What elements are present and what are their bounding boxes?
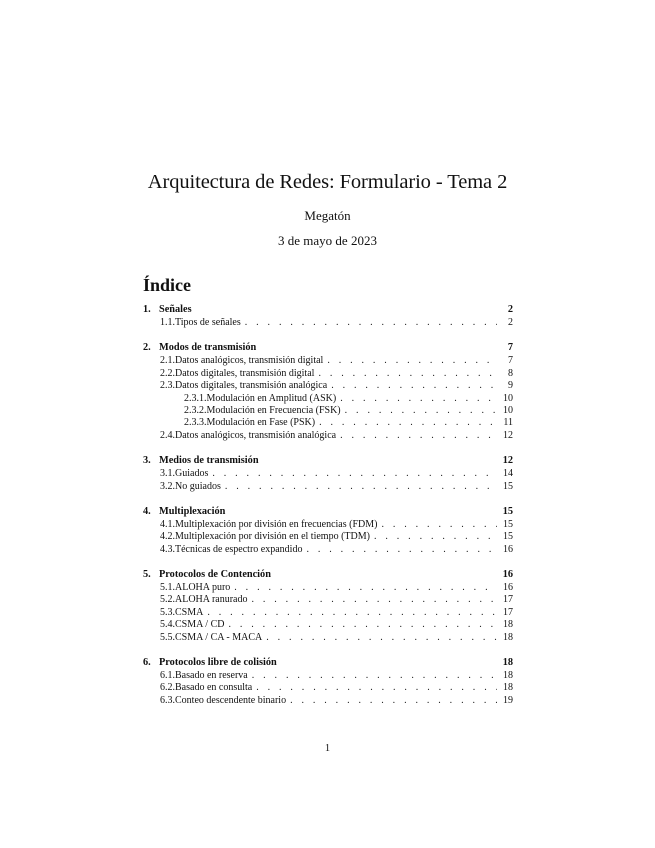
toc-entry-number: 1.1.	[160, 317, 175, 328]
toc-entry-page: 10	[503, 392, 513, 404]
toc-entry-page: 2	[507, 304, 513, 315]
toc-subsection-entry[interactable]	[143, 670, 513, 682]
toc-entry-label: Basado en reserva	[175, 670, 248, 682]
toc-entry-page: 7	[507, 342, 513, 354]
toc-subsection-entry[interactable]	[143, 405, 513, 417]
toc-dot-leader	[381, 519, 497, 531]
page-number: 1	[324, 743, 331, 754]
toc-section-entry[interactable]	[143, 303, 513, 317]
toc-entry-page: 15	[502, 505, 513, 517]
toc-subsection-entry[interactable]	[143, 607, 513, 619]
toc-entry-page: 12	[503, 429, 513, 441]
toc-subsection-entry[interactable]	[143, 468, 513, 480]
toc-entry-number: 5.2.	[160, 594, 175, 606]
toc-entry-label: Conteo descendente binario	[175, 694, 287, 706]
toc-section	[143, 341, 513, 442]
toc-section	[143, 656, 513, 707]
toc-subsection-entry[interactable]	[143, 682, 513, 694]
toc-entry-number: 2.3.3.	[184, 417, 207, 429]
toc-entry-page: 2	[508, 317, 513, 328]
toc-entry-number: 2.	[143, 342, 151, 354]
toc-entry-number: 5.3.	[160, 606, 175, 618]
toc-entry-label: Protocolos de Contención	[159, 569, 271, 581]
toc-section-entry[interactable]	[143, 505, 513, 519]
document-title: Arquitectura de Redes: Formulario - Tema 2	[147, 171, 508, 193]
toc-section	[143, 505, 513, 556]
toc-entry-label: Multiplexación	[159, 505, 226, 517]
toc-entry-label: Datos analógicos, transmisión analógica	[175, 429, 337, 441]
toc-entry-page: 18	[502, 657, 513, 669]
toc-entry-page: 7	[508, 355, 513, 367]
toc-entry-page: 9	[508, 380, 513, 392]
toc-subsection-entry[interactable]	[143, 632, 513, 644]
toc-section-entry[interactable]	[143, 568, 513, 582]
toc-entry-page: 17	[503, 606, 513, 618]
toc-section-entry[interactable]	[143, 341, 513, 355]
toc-entry-number: 2.1.	[160, 355, 175, 367]
toc-entry-label: Modulación en Frecuencia (FSK)	[206, 404, 341, 416]
toc-entry-number: 5.	[143, 569, 151, 581]
toc-entry-page: 18	[503, 670, 513, 682]
toc-entry-number: 5.1.	[160, 582, 175, 594]
toc-entry-number: 6.	[143, 657, 151, 669]
toc-dot-leader	[251, 594, 497, 606]
toc-subsection-entry[interactable]	[143, 519, 513, 531]
toc-section	[143, 303, 513, 329]
toc-entry-label: Multiplexación por división en frecuencias (FDM)	[175, 518, 378, 530]
toc-entry-number: 2.3.	[160, 380, 175, 392]
toc-dot-leader	[207, 607, 497, 619]
toc-entry-number: 4.3.	[160, 543, 175, 555]
document-date: 3 de mayo de 2023	[278, 233, 377, 248]
toc-entry-number: 4.2.	[160, 531, 175, 543]
toc-section	[143, 568, 513, 644]
toc-entry-label: Modulación en Fase (PSK)	[206, 417, 316, 429]
toc-entry-number: 6.3.	[160, 694, 175, 706]
document-author: Megatón	[304, 208, 351, 223]
toc-entry-number: 4.1.	[160, 518, 175, 530]
toc-entry-page: 15	[503, 531, 513, 543]
toc-entry-number: 6.2.	[160, 682, 175, 694]
toc-entry-page: 15	[503, 518, 513, 530]
toc-entry-label: Medios de transmisión	[159, 455, 259, 467]
toc-dot-leader	[290, 695, 497, 707]
toc-entry-number: 5.4.	[160, 619, 175, 631]
toc-entry-label: Guiados	[175, 468, 209, 480]
toc-entry-page: 11	[503, 417, 513, 429]
toc-section-entry[interactable]	[143, 454, 513, 468]
toc-subsection-entry[interactable]	[143, 393, 513, 405]
toc-dot-leader	[245, 317, 497, 329]
toc-entry-number: 2.2.	[160, 367, 175, 379]
toc-subsection-entry[interactable]	[143, 582, 513, 594]
toc-entry-page: 19	[503, 694, 513, 706]
toc-subsection-entry[interactable]	[143, 619, 513, 631]
toc-dot-leader	[327, 355, 497, 367]
toc-heading: Índice	[143, 275, 192, 295]
toc-entry-label: CSMA / CD	[175, 619, 225, 631]
toc-entry-label: Datos analógicos, transmisión digital	[175, 355, 324, 367]
toc-dot-leader	[340, 430, 497, 442]
toc-entry-label: Señales	[159, 304, 192, 315]
toc-entry-number: 2.4.	[160, 429, 175, 441]
toc-entry-page: 18	[503, 619, 513, 631]
toc-dot-leader	[252, 670, 497, 682]
toc-subsection-entry[interactable]	[143, 417, 513, 429]
toc-subsection-entry[interactable]	[143, 380, 513, 392]
toc-entry-label: ALOHA puro	[175, 582, 231, 594]
toc-subsection-entry[interactable]	[143, 481, 513, 493]
toc-entry-page: 8	[508, 367, 513, 379]
toc-entry-number: 6.1.	[160, 670, 175, 682]
toc-entry-label: Protocolos libre de colisión	[159, 657, 277, 669]
toc-entry-label: No guiados	[175, 480, 221, 492]
toc-entry-page: 14	[503, 468, 513, 480]
toc-entry-label: Multiplexación por división en el tiempo (TDM)	[175, 531, 370, 543]
toc-dot-leader	[340, 393, 497, 405]
toc-entry-label: Modos de transmisión	[159, 342, 257, 354]
toc-entry-page: 18	[503, 631, 513, 643]
toc-dot-leader	[212, 468, 497, 480]
toc-dot-leader	[374, 531, 497, 543]
toc-section	[143, 454, 513, 493]
toc-subsection-entry[interactable]	[143, 544, 513, 556]
toc-entry-number: 4.	[143, 505, 151, 517]
toc-dot-leader	[318, 368, 497, 380]
toc-dot-leader	[306, 544, 497, 556]
toc-dot-leader	[228, 619, 497, 631]
toc-entry-page: 16	[503, 582, 513, 594]
toc-entry-number: 1.	[143, 304, 151, 315]
toc-dot-leader	[319, 417, 497, 429]
toc-entry-page: 16	[502, 569, 513, 581]
toc-subsection-entry[interactable]	[143, 695, 513, 707]
toc-entry-number: 3.1.	[160, 468, 175, 480]
toc-subsection-entry[interactable]	[143, 594, 513, 606]
toc-dot-leader	[345, 405, 497, 417]
table-of-contents	[143, 303, 513, 719]
toc-entry-page: 17	[503, 594, 513, 606]
toc-entry-label: Tipos de señales	[175, 317, 241, 328]
toc-entry-page: 15	[503, 480, 513, 492]
toc-entry-label: Basado en consulta	[175, 682, 253, 694]
toc-dot-leader	[331, 380, 497, 392]
toc-subsection-entry[interactable]	[143, 531, 513, 543]
toc-dot-leader	[234, 582, 497, 594]
toc-entry-page: 12	[502, 455, 513, 467]
toc-entry-label: ALOHA ranurado	[175, 594, 248, 606]
toc-entry-number: 5.5.	[160, 631, 175, 643]
toc-dot-leader	[225, 481, 497, 493]
toc-entry-label: CSMA	[175, 606, 204, 618]
toc-dot-leader	[256, 682, 497, 694]
toc-entry-label: CSMA / CA - MACA	[175, 631, 263, 643]
toc-entry-page: 18	[503, 682, 513, 694]
toc-subsection-entry[interactable]	[143, 430, 513, 442]
toc-entry-page: 10	[503, 404, 513, 416]
toc-dot-leader	[266, 632, 497, 644]
toc-subsection-entry[interactable]	[143, 368, 513, 380]
toc-entry-number: 3.2.	[160, 480, 175, 492]
toc-entry-number: 2.3.1.	[184, 392, 207, 404]
toc-entry-label: Técnicas de espectro expandido	[175, 543, 303, 555]
toc-entry-label: Datos digitales, transmisión analógica	[175, 380, 328, 392]
toc-entry-label: Datos digitales, transmisión digital	[175, 367, 315, 379]
toc-entry-number: 2.3.2.	[184, 404, 207, 416]
toc-section-entry[interactable]	[143, 656, 513, 670]
toc-subsection-entry[interactable]	[143, 355, 513, 367]
toc-entry-number: 3.	[143, 455, 151, 467]
toc-entry-label: Modulación en Amplitud (ASK)	[206, 392, 337, 404]
toc-entry-page: 16	[503, 543, 513, 555]
toc-subsection-entry[interactable]	[143, 317, 513, 329]
